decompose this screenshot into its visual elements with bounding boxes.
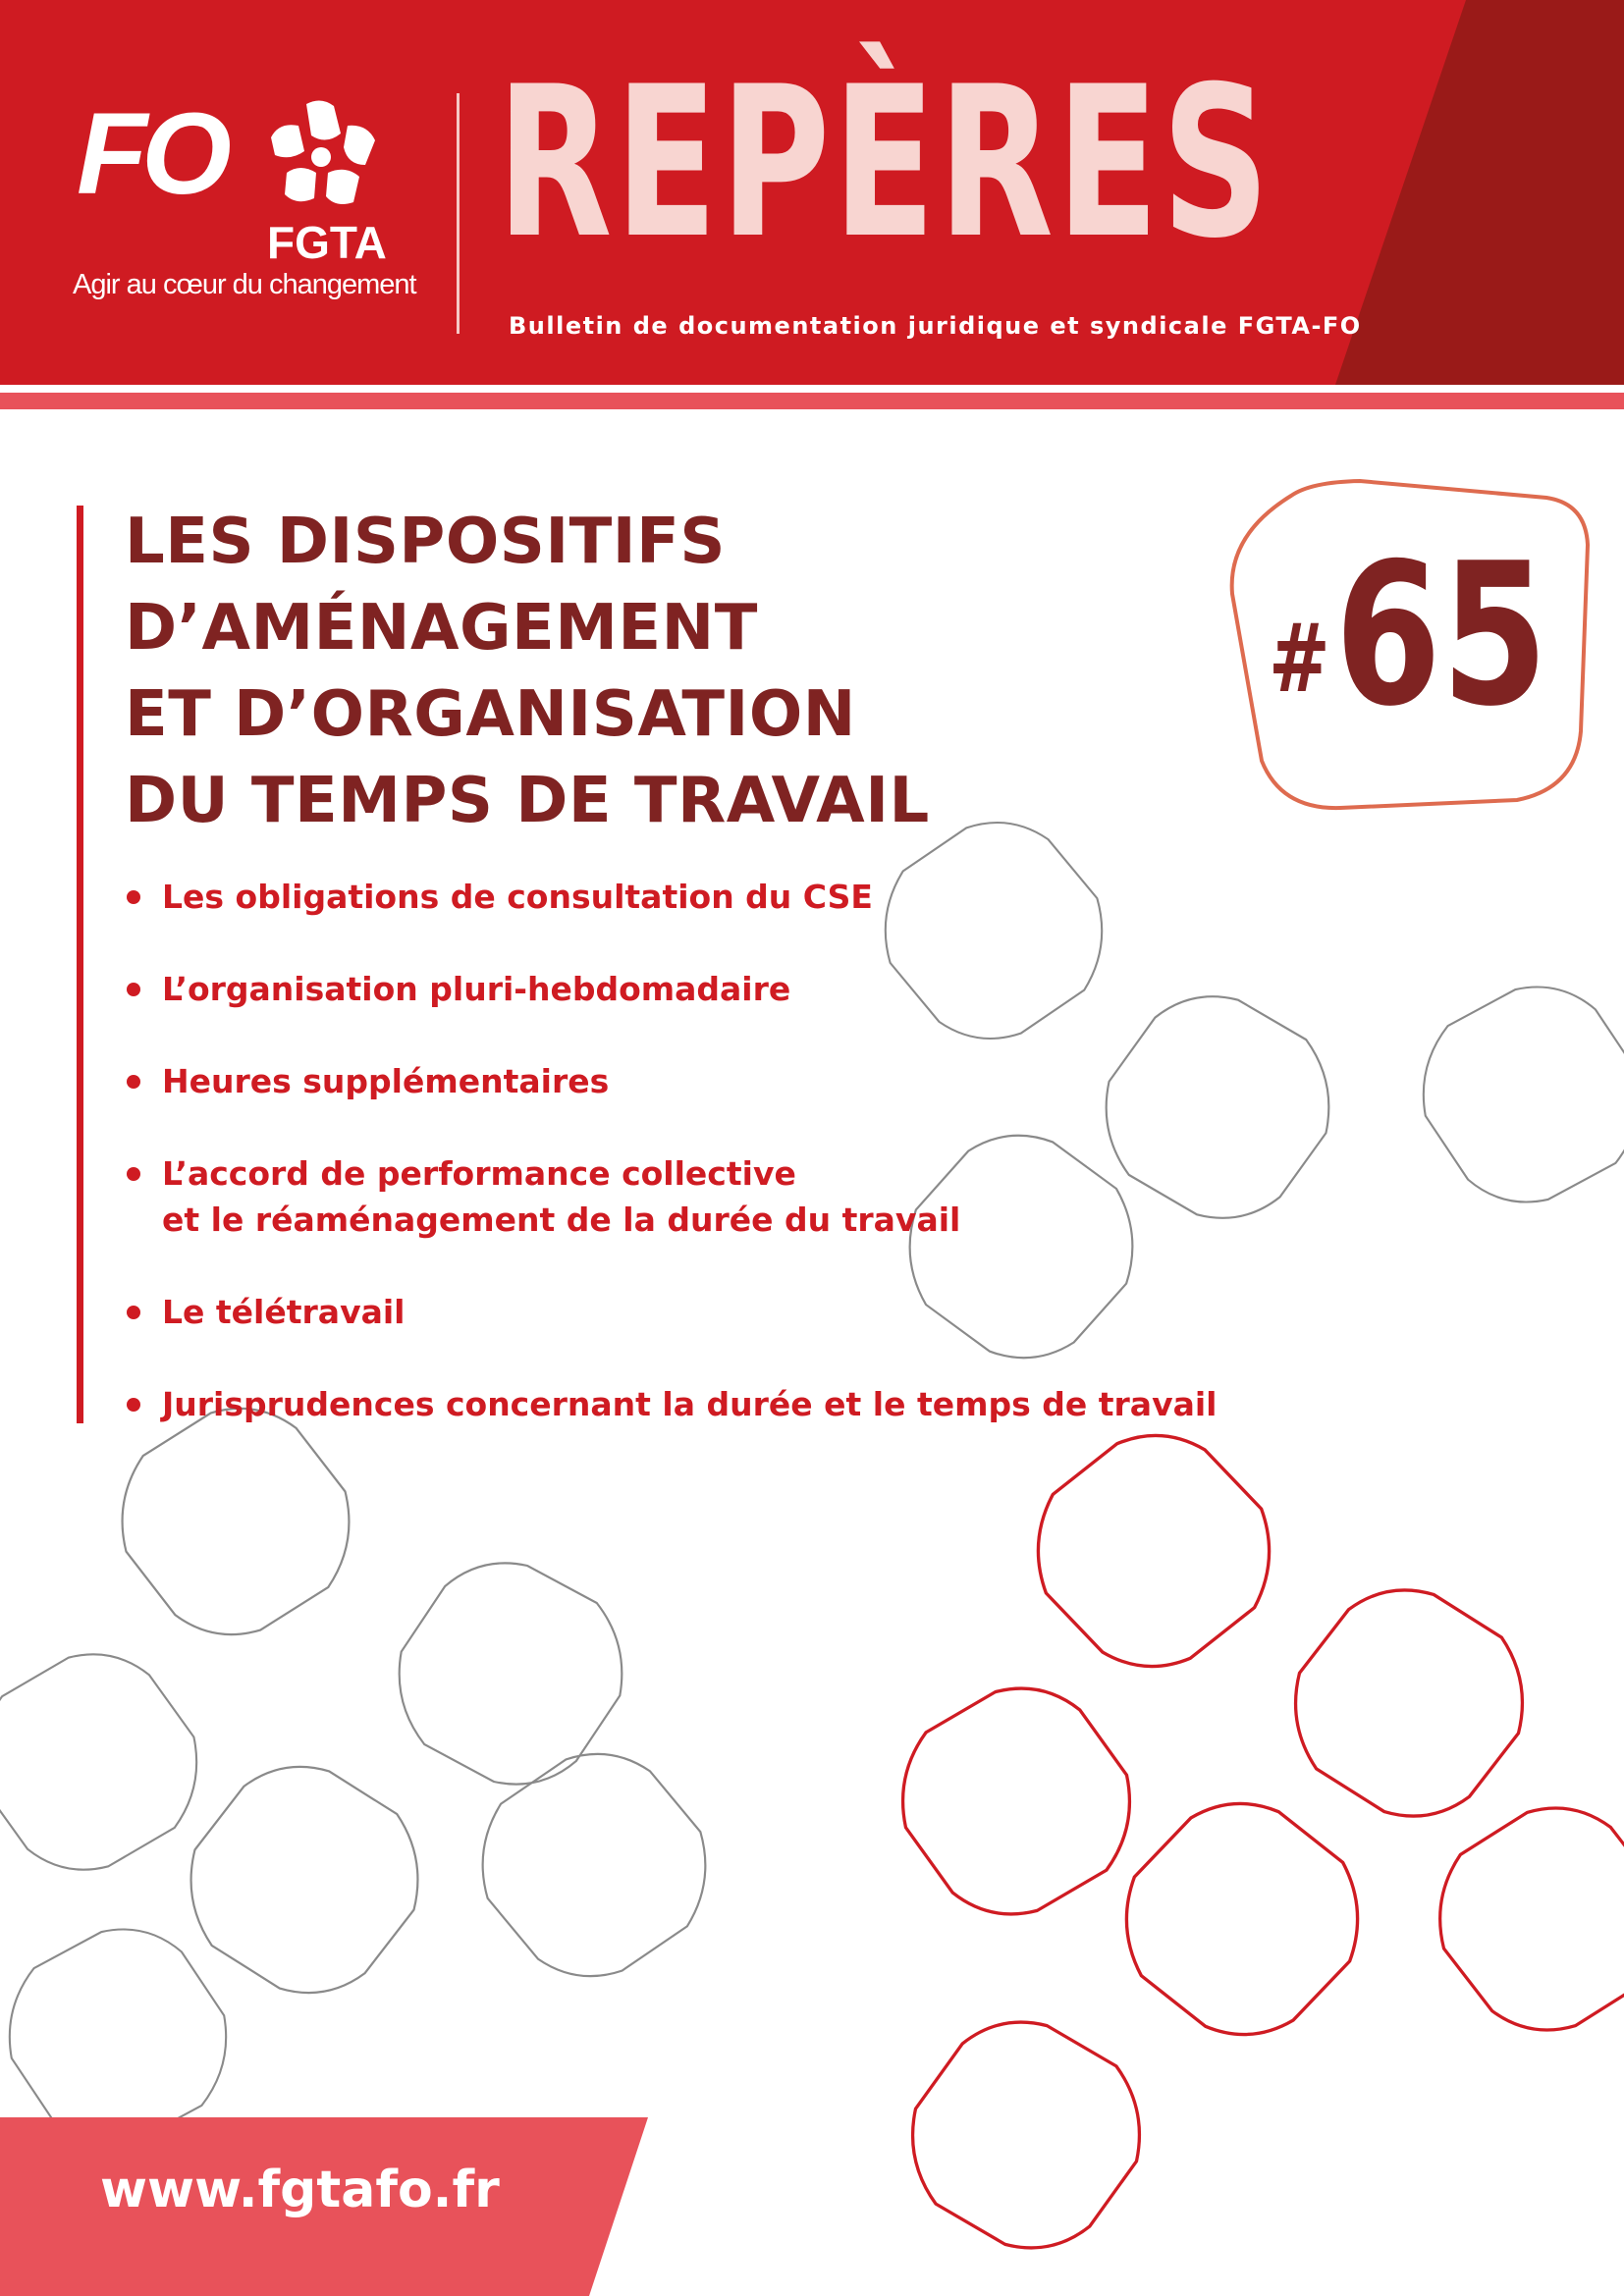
header-underline bbox=[0, 393, 1624, 409]
flower-icon bbox=[257, 96, 385, 224]
list-item: Les obligations de consultation du CSE bbox=[125, 874, 1217, 920]
masthead-title: REPÈRES bbox=[497, 41, 1272, 284]
title-line: DU TEMPS DE TRAVAIL bbox=[125, 765, 930, 837]
logo-tagline: Agir au cœur du changement bbox=[73, 269, 416, 300]
issue-number bbox=[1269, 521, 1548, 750]
cover-title bbox=[125, 499, 930, 844]
topic-list bbox=[125, 874, 1217, 1473]
header-divider bbox=[457, 93, 460, 334]
logo-name: FGTA bbox=[267, 217, 387, 268]
list-item: Jurisprudences concernant la durée et le temps de travail bbox=[125, 1381, 1217, 1427]
issue-hash: # bbox=[1269, 604, 1330, 714]
list-item: L’accord de performance collective et le réaménagement de la durée du travail bbox=[125, 1150, 1217, 1243]
list-item: L’organisation pluri-hebdomadaire bbox=[125, 966, 1217, 1012]
website-link[interactable]: www.fgtafo.fr bbox=[100, 2161, 500, 2219]
title-line: D’AMÉNAGEMENT bbox=[125, 592, 758, 665]
masthead-subtitle: Bulletin de documentation juridique et syndicale FGTA-FO bbox=[509, 312, 1362, 340]
list-item: Heures supplémentaires bbox=[125, 1058, 1217, 1104]
left-accent-bar bbox=[77, 506, 83, 1423]
issue-number-value: 65 bbox=[1334, 521, 1548, 750]
header-band bbox=[0, 0, 1624, 385]
logo-brand: FO bbox=[77, 89, 226, 219]
fo-fgta-logo bbox=[71, 89, 424, 320]
title-line: ET D’ORGANISATION bbox=[125, 678, 856, 751]
list-item: Le télétravail bbox=[125, 1289, 1217, 1335]
title-line: LES DISPOSITIFS bbox=[125, 506, 726, 578]
